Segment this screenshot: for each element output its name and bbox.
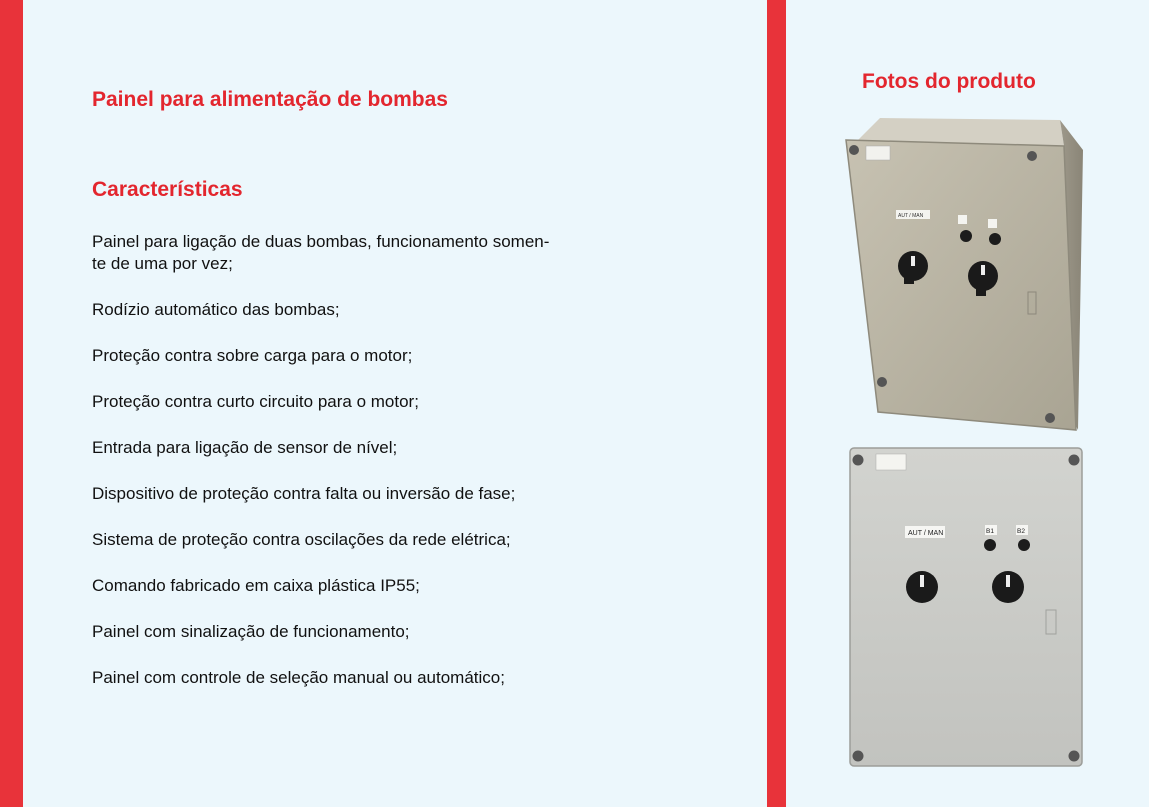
screw-icon (849, 145, 859, 155)
photos-heading: Fotos do produto (862, 70, 1036, 93)
b2-label-plate (988, 219, 997, 228)
spec-label-sticker (866, 146, 890, 160)
left-red-stripe (0, 0, 23, 807)
selector-knob-grip (904, 264, 914, 284)
indicator-lamp-b2-icon (1018, 539, 1030, 551)
feature-item: Comando fabricado em caixa plástica IP55; (92, 576, 420, 595)
panel-front-face (850, 448, 1082, 766)
indicator-lamp-b1-icon (984, 539, 996, 551)
center-red-stripe (767, 0, 786, 807)
feature-item: Entrada para ligação de sensor de nível; (92, 438, 398, 457)
mode-label: AUT / MAN (898, 213, 924, 219)
screw-icon (853, 455, 864, 466)
mode-label: AUT / MAN (908, 530, 944, 537)
feature-item: Painel com controle de seleção manual ou automático; (92, 668, 505, 687)
product-photo-angled (838, 112, 1098, 434)
screw-icon (1069, 751, 1080, 762)
section-heading-caracteristicas: Características (92, 178, 243, 201)
screw-icon (853, 751, 864, 762)
knob-pointer (911, 256, 915, 266)
feature-item: Rodízio automático das bombas; (92, 300, 340, 319)
screw-icon (1045, 413, 1055, 423)
spec-label-sticker (876, 454, 906, 470)
page-title: Painel para alimentação de bombas (92, 88, 448, 111)
knob-pointer (981, 265, 985, 275)
indicator-lamp-b1-icon (960, 230, 972, 242)
b1-label-plate (958, 215, 967, 224)
feature-item: Painel com sinalização de funcionamento; (92, 622, 410, 641)
feature-item: Proteção contra curto circuito para o motor; (92, 392, 419, 411)
b2-label: B2 (1017, 528, 1025, 535)
selector-knob-grip (976, 276, 986, 296)
screw-icon (877, 377, 887, 387)
knob-pointer (1006, 575, 1010, 587)
screw-icon (1069, 455, 1080, 466)
product-photo-front (848, 446, 1084, 768)
feature-item: Sistema de proteção contra oscilações da rede elétrica; (92, 530, 511, 549)
knob-pointer (920, 575, 924, 587)
screw-icon (1027, 151, 1037, 161)
indicator-lamp-b2-icon (989, 233, 1001, 245)
b1-label: B1 (986, 528, 994, 535)
feature-item: Dispositivo de proteção contra falta ou inversão de fase; (92, 484, 516, 503)
feature-item: Painel para ligação de duas bombas, funcionamento somen- te de uma por vez; (92, 232, 550, 273)
features-list (92, 231, 632, 713)
feature-item: Proteção contra sobre carga para o motor; (92, 346, 413, 365)
